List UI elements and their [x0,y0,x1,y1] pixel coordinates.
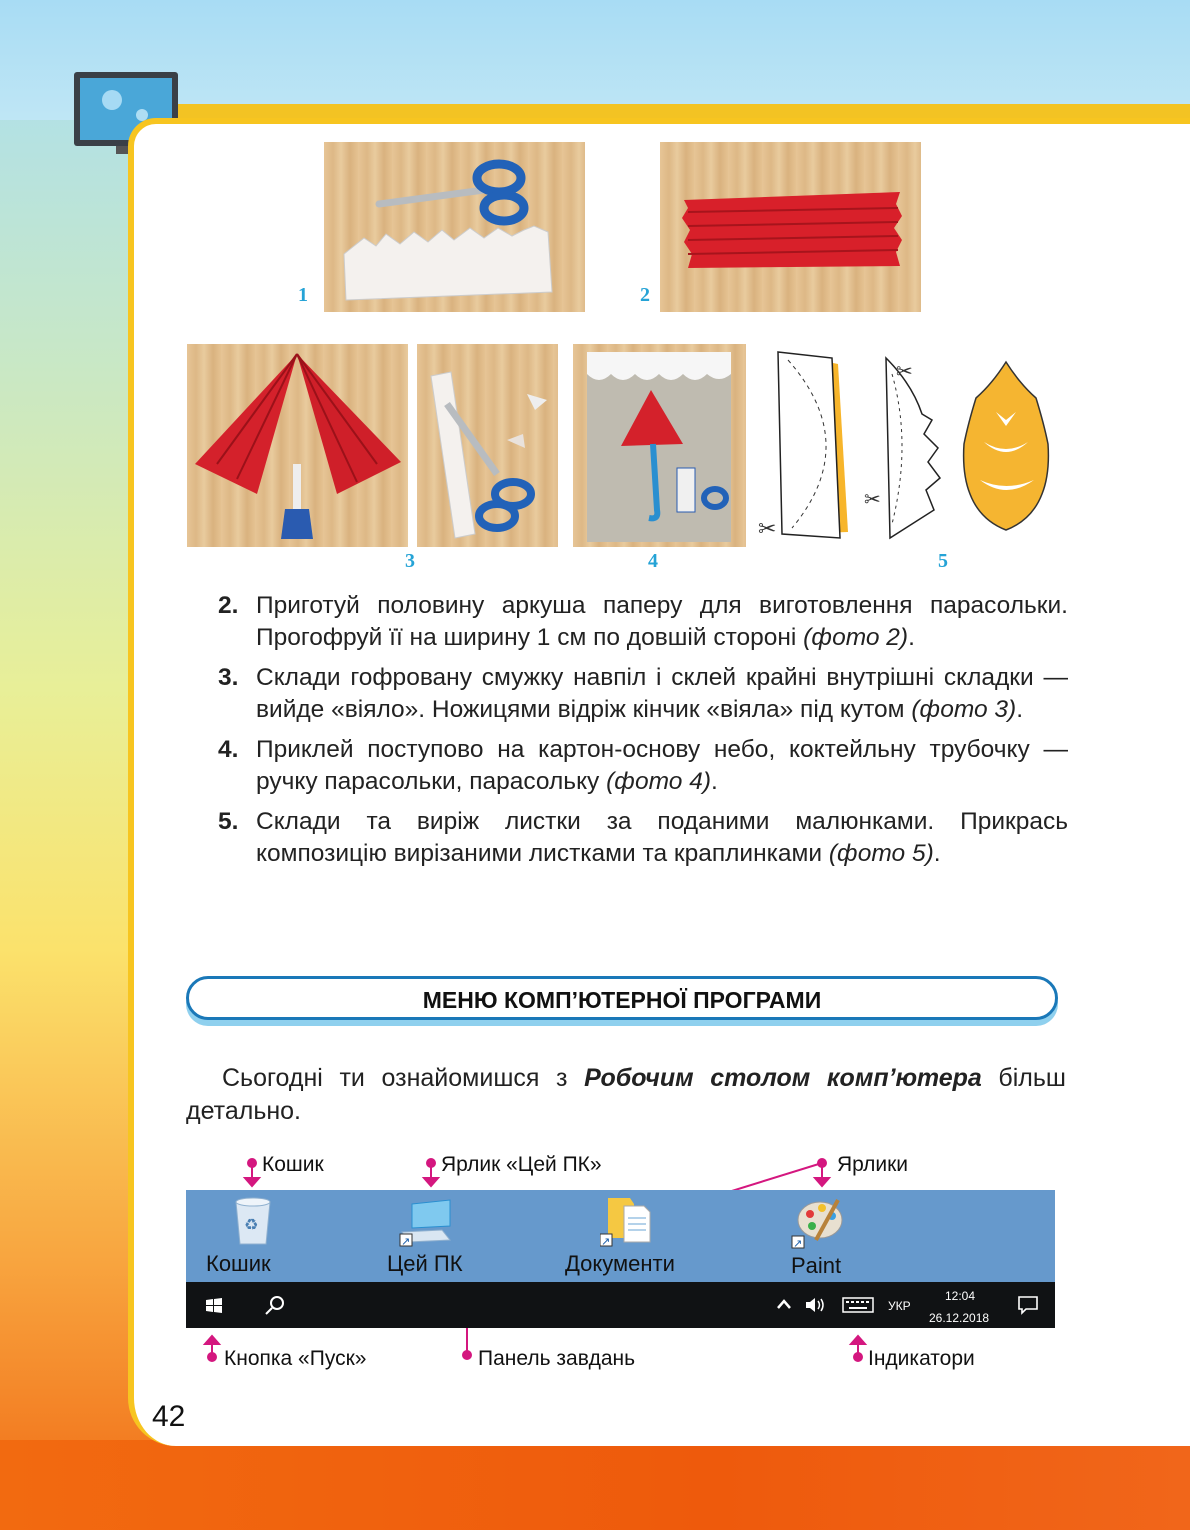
desktop-icon-label[interactable]: Кошик [206,1251,271,1276]
step-number: 3. [218,664,239,691]
desktop-icon-label[interactable]: Paint [791,1253,842,1278]
this-pc-icon[interactable] [398,1196,454,1248]
photo-5-label: 5 [938,550,948,572]
clock-date[interactable]: 26.12.2018 [929,1311,990,1325]
desktop-icon-label[interactable]: Цей ПК [387,1251,463,1276]
photo-2-label: 2 [640,284,650,306]
paint-icon[interactable] [790,1196,846,1250]
step-number: 4. [218,736,239,763]
annotation-taskbar: Панель завдань [478,1347,636,1370]
photo-1-label: 1 [298,284,308,306]
photo-3-label: 3 [405,550,415,572]
step-end: . [711,768,718,795]
intro-after: більш детально. [186,1064,1066,1125]
step-number: 2. [218,592,239,619]
photo-ref: (фото 2) [803,624,909,651]
svg-text:↗: ↗ [401,1236,411,1248]
search-icon[interactable] [264,1294,286,1316]
step-text: Склади та виріж листки за поданими малюнками. Прикрась композицію вирізаними листками та краплинками [256,808,1068,867]
volume-icon[interactable] [804,1296,826,1314]
annotation-indicators: Індикатори [868,1347,975,1370]
page-number: 42 [152,1400,186,1433]
step-text: Склади гофровану смужку навпіл і склей крайні внутрішні складки — вийде «віяло». Ножицями відріж кінчик «віяла» під кутом [256,664,1068,723]
photo-4-label: 4 [648,550,658,572]
step-number: 5. [218,808,239,835]
annotation-start-button: Кнопка «Пуск» [224,1347,367,1370]
annotation-recycle-bin: Кошик [262,1153,324,1176]
annotation-shortcuts: Ярлики [837,1153,909,1176]
svg-text:♻: ♻ [244,1217,259,1234]
svg-text:✂: ✂ [758,516,777,541]
annotation-this-pc: Ярлик «Цей ПК» [441,1153,602,1176]
chevron-up-icon[interactable] [774,1296,794,1312]
step-text: Приготуй половину аркуша паперу для виготовлення парасольки. Прогофруй її на ширину 1 см по довшій стороні [256,592,1068,651]
svg-text:✂: ✂ [896,361,913,383]
photo-ref: (фото 5) [828,840,934,867]
step-end: . [1016,696,1024,723]
desktop-icon-label[interactable]: Документи [565,1251,675,1276]
step-text: Приклей поступово на картон-основу небо, коктейльну трубочку — ручку парасольки, парасольку [256,736,1068,795]
svg-text:✂: ✂ [864,489,881,511]
recycle-bin-icon[interactable] [230,1196,276,1246]
keyboard-icon[interactable] [842,1296,874,1314]
clock-time[interactable]: 12:04 [945,1289,976,1303]
start-icon[interactable] [206,1298,224,1314]
taskbar[interactable] [186,1282,1055,1328]
svg-text:↗: ↗ [793,1238,803,1250]
section-title: МЕНЮ КОМП’ЮТЕРНОЇ ПРОГРАМИ [422,987,822,1013]
photo-ref: (фото 4) [606,768,712,795]
documents-icon[interactable] [600,1194,654,1248]
intro-bold: Робочим столом комп’ютера [584,1064,982,1092]
notification-icon[interactable] [1016,1294,1040,1316]
intro-before: Сьогодні ти ознайомишся з [222,1064,585,1092]
photo-ref: (фото 3) [911,696,1017,723]
step-end: . [908,624,915,651]
language-indicator[interactable]: УКР [888,1299,911,1313]
svg-text:↗: ↗ [601,1236,611,1248]
step-end: . [933,840,941,867]
